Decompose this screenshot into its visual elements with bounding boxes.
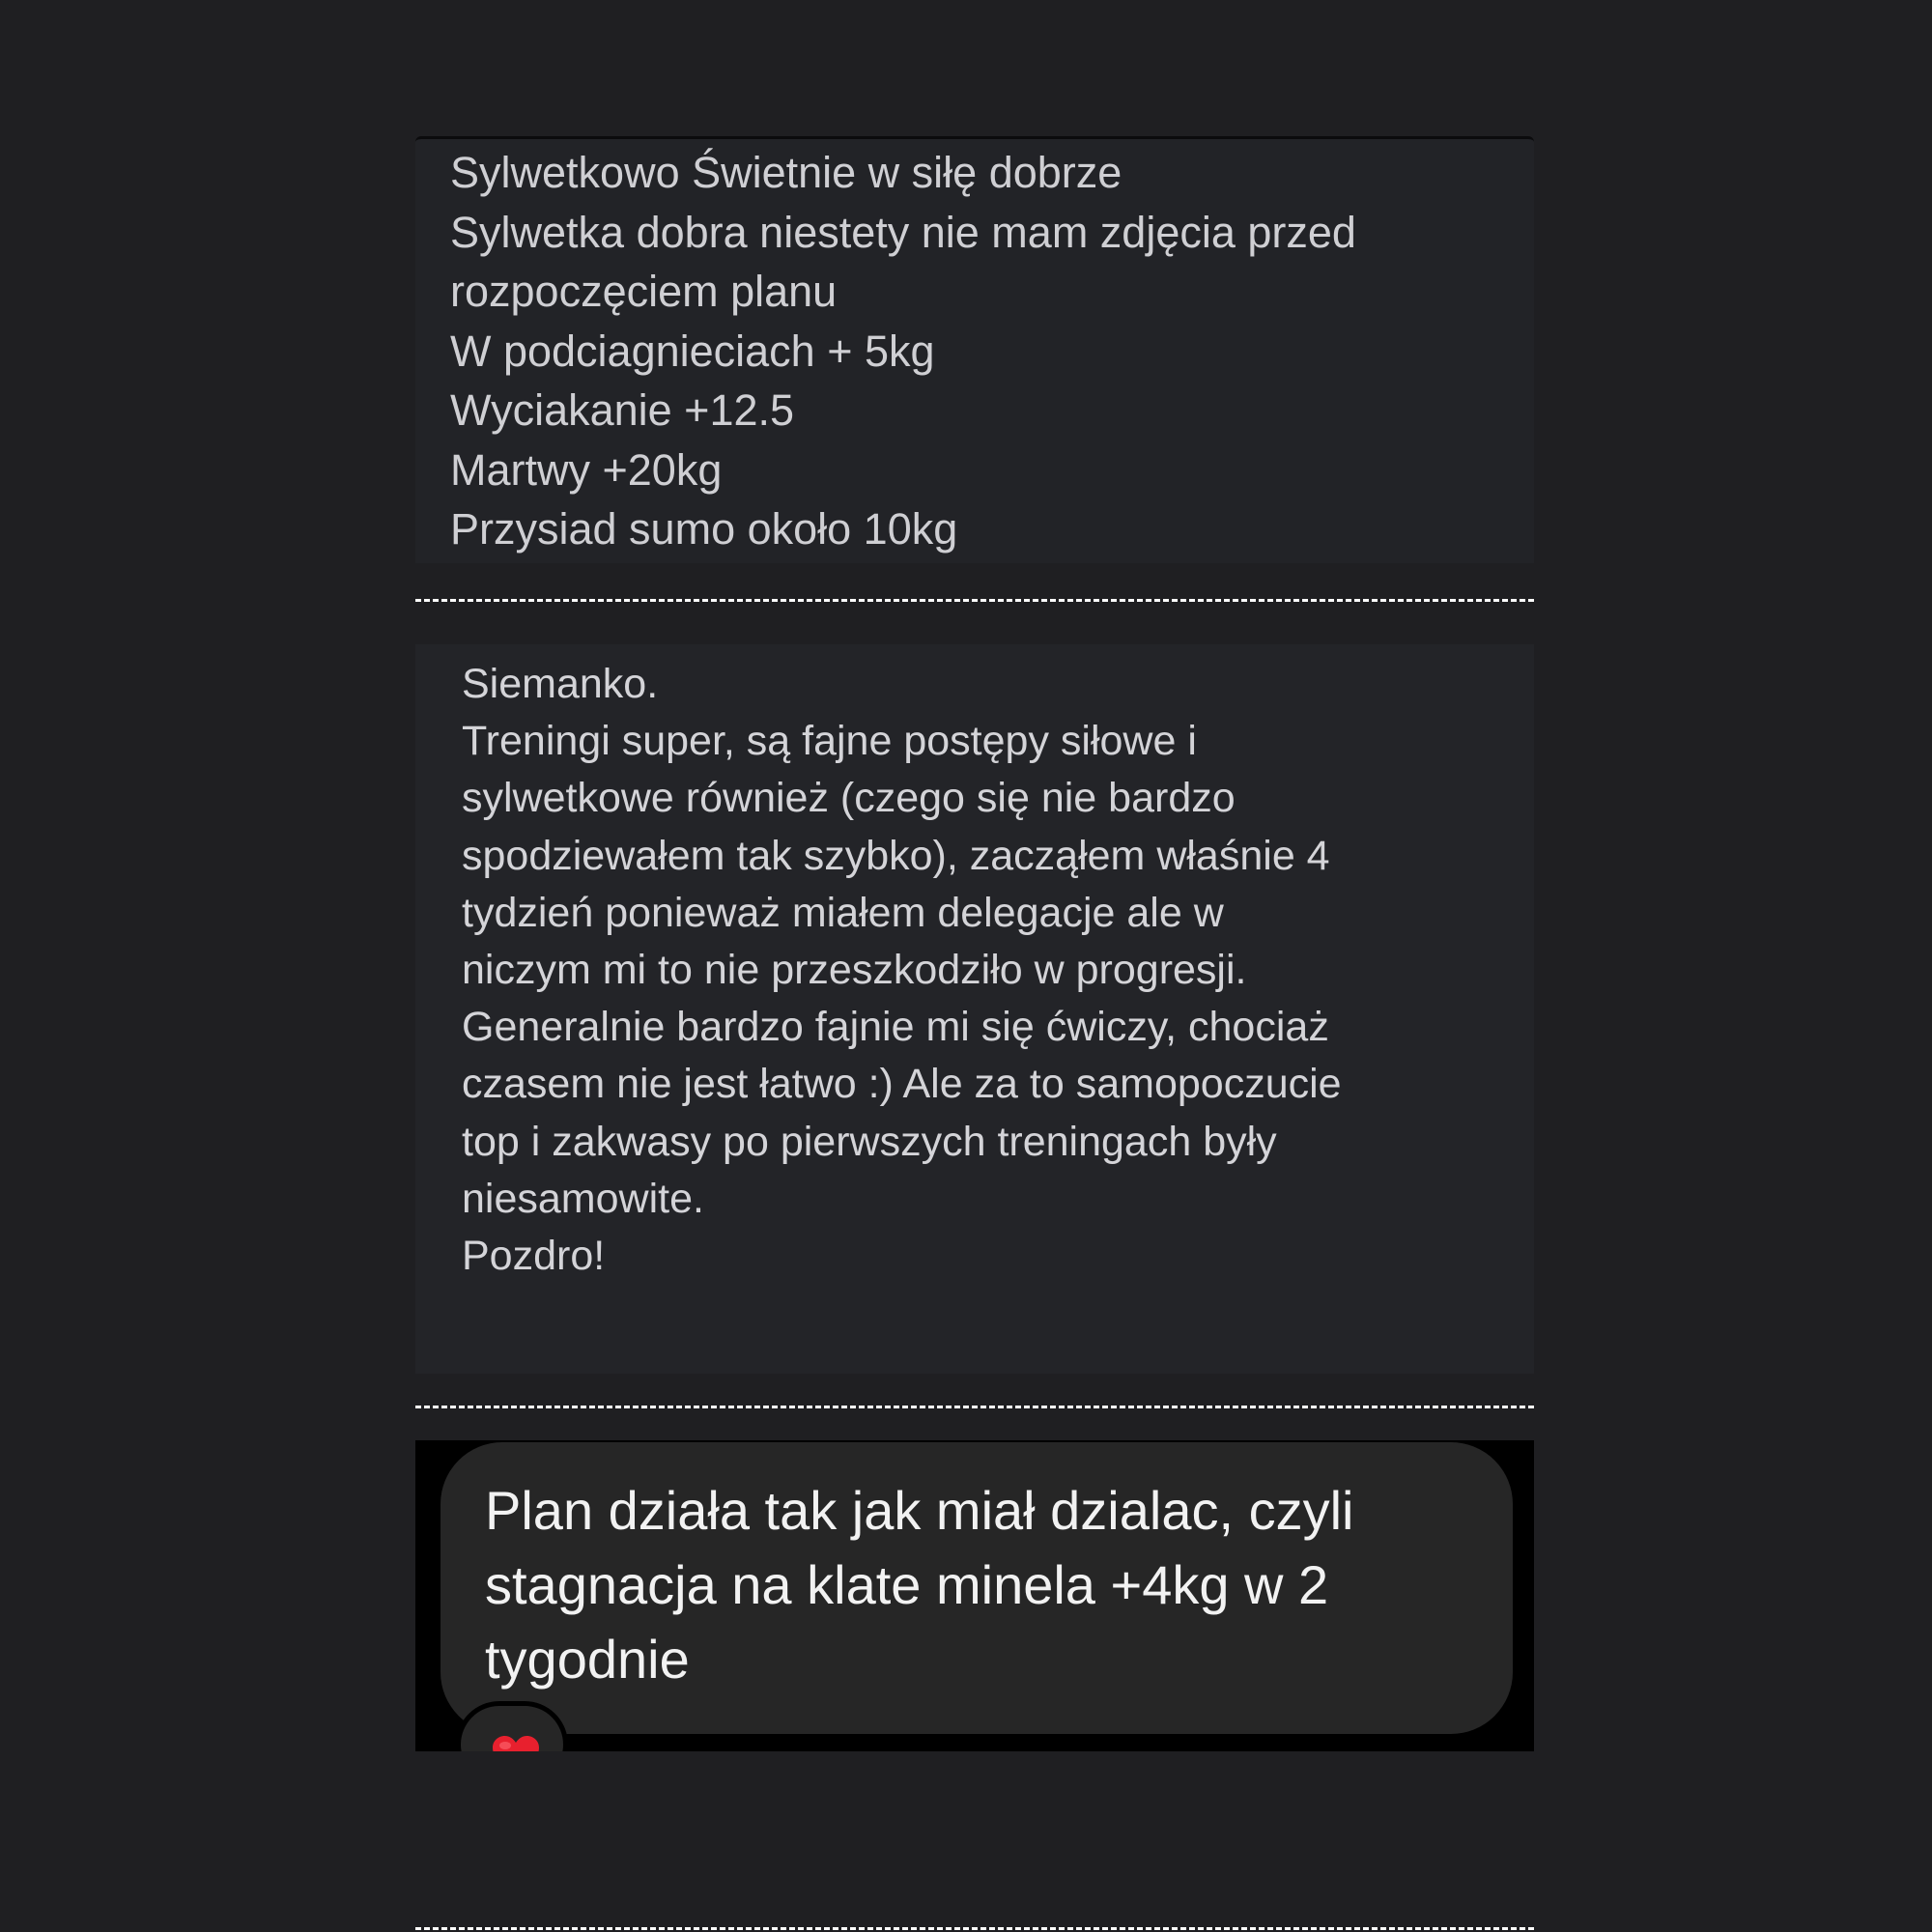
message-line: Wyciakanie +12.5 bbox=[450, 385, 795, 435]
message-card-3 bbox=[415, 1440, 1534, 1751]
message-line: tygodnie bbox=[485, 1629, 690, 1690]
message-line: top i zakwasy po pierwszych treningach były bbox=[462, 1118, 1277, 1165]
message-line: Martwy +20kg bbox=[450, 444, 723, 495]
message-line: Pozdro! bbox=[462, 1233, 606, 1280]
message-line: Siemanko. bbox=[462, 661, 659, 707]
message-line: niczym mi to nie przeszkodziło w progresji. bbox=[462, 947, 1247, 994]
message-line: Sylwetkowo Świetnie w siłę dobrze bbox=[450, 148, 1122, 197]
heart-icon bbox=[491, 1735, 541, 1751]
message-line: Przysiad sumo około 10kg bbox=[450, 504, 958, 554]
message-card-1 bbox=[415, 136, 1534, 563]
message-line: tydzień ponieważ miałem delegacje ale w bbox=[462, 889, 1224, 936]
message-line: rozpoczęciem planu bbox=[450, 267, 838, 316]
message-line: Generalnie bardzo fajnie mi się ćwiczy, chociaż bbox=[462, 1004, 1329, 1051]
message-line: Treningi super, są fajne postępy siłowe i bbox=[462, 718, 1197, 765]
message-line: stagnacja na klate minela +4kg w 2 bbox=[485, 1554, 1329, 1615]
message-line: spodziewałem tak szybko), zacząłem właśnie 4 bbox=[462, 832, 1330, 879]
message-line: W podciagnieciach + 5kg bbox=[450, 326, 935, 376]
chat-bubble[interactable] bbox=[440, 1442, 1513, 1734]
dashed-divider bbox=[415, 1406, 1534, 1408]
dashed-divider bbox=[415, 599, 1534, 602]
message-card-2 bbox=[415, 644, 1534, 1374]
message-line: Sylwetka dobra niestety nie mam zdjęcia przed bbox=[450, 207, 1356, 257]
message-line: niesamowite. bbox=[462, 1175, 704, 1222]
message-line: sylwetkowe również (czego się nie bardzo bbox=[462, 775, 1236, 822]
message-line: Plan działa tak jak miał dzialac, czyli bbox=[485, 1480, 1354, 1541]
dashed-divider bbox=[415, 1927, 1534, 1930]
message-line: czasem nie jest łatwo :) Ale za to samopoczucie bbox=[462, 1061, 1342, 1108]
